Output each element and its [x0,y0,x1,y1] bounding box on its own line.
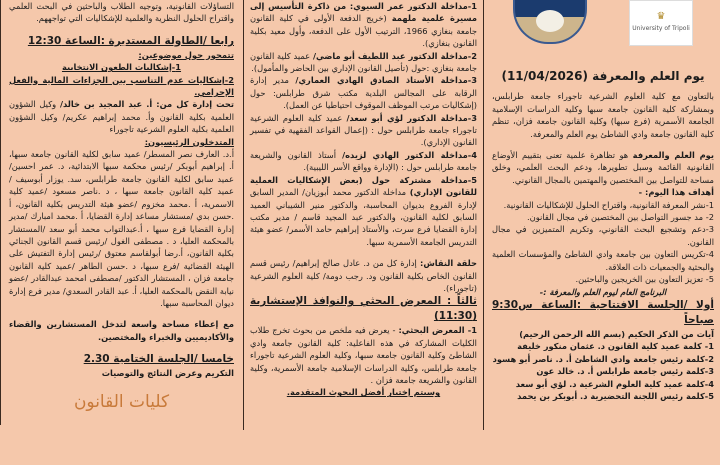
paragraph-text: وكيل الشؤون العلمية بكلية القانون وأ. محمد إبراهيم عكريم/ وكيل الشؤون العلمية بكلية العلوم الشرعية تاجوراء [9,99,234,135]
paragraph-text: أ.د. العارف نصر المسطر/ عميد سابق لكلية القانون جامعة سبها، أ. إبراهيم أبوبكر /رئيس محكمة سبها الابتدائية، د. عمر احسين/ عميد سابق لكلية القانون جامعة طرابلس، سد. يوزار أبوسيف /عميد كلية القانون جامعة سبها ، د .ناصر مسعود /عميد كلية الاسمرية، أ .محمد مخزوم /عضو هيئة التدريس بكلية القانون، أ .حسن بدي /مستشار مساعد إدارة القضايا، أ .محمد امبارك /مدير إدارة القضايا فرع سبها ، أ.عبدالتواب محمد أبو سعد /المستشار بالمحكمة العليا، د . مصطفى الغول /رئيس قسم القانون الجنائي بكلية القانون، أ.رضا أبولقاسم معتوق /رئيس إدارة التفتيش على الهيئة القضائية /فرع سبها، د .حسن الطاهر /عميد كلية القانون جامعة فزان ، المستشار الدكتور /مصطفى امحمد عبدالقادر /عضو نيابة النقض بالمحكمة العليا، أ. عبد القادر السعدي/ مدير فرع إدارة ديوان المحاسبة سبها. [9,149,234,308]
paragraph-lead: 1-مداخلة الدكتور عمر السيوي: من ذاكرة التأسيس إلى مسيرة علمية ملهمة [250,1,477,24]
paragraph-text: تتمحور حول موضوعين: [138,49,234,60]
paragraph [9,34,234,49]
paragraph [492,286,714,298]
paragraph-lead: 3-مداخلة الدكتور لؤي أبو سعد/ [346,112,478,123]
paragraph-text: وسيتم إختيار أفضل البحوث المتقدمة. [286,387,441,398]
paragraph [250,257,477,294]
paragraph-text: التكريم وعرض النتائج والتوصيات [101,368,234,379]
paragraph-text: المتدخلون الرئيسيون: [144,136,234,147]
middle-column-body [250,0,477,399]
paragraph-text: إدارة كل من د. عادل صالح إبراهيم/ رئيس قسم القانون الخاص بكلية القانون ود. رجب دومة/ كلية العلوم الشرعية (تاجوراء). [250,258,477,293]
paragraph-text: مداخلة الدكتور محمد أبوزيان/ المدير السابق لإدارة الفروع بديوان المحاسبة، والدكتور منير الشيباني العميد السابق لكلية القانون، والدكتور عبد المجيد قاسم / مدير مكتب إدارة القضايا فرع سرت، والأستاذ إبراهيم حامد الأسمر/ عضو هيئة التدريس الجامعة الأسمرية سبها. [250,187,477,247]
left-column-body [9,0,234,380]
paragraph-text: آيات من الذكر الحكيم (بسم الله الرحمن الرحيم) [519,328,714,339]
paragraph-text: التساؤلات القانونية، وتوجيه الطلاب والباحثين في البحث العلمي واقتراح الحلول النظرية والعلمية للإشكاليات التي تواجههم. [9,1,234,24]
paragraph [9,318,234,343]
paragraph [9,74,234,99]
paragraph-text: عميد كلية القانون جامعة بنغازي :حول (تأصيل القانون الإداري بين الحاضر والمأمول). [250,50,477,74]
paragraph-text: 2- مد جسور التواصل بين المختصين في مجال القانون. [526,212,714,223]
paragraph-text: خامسا /الجلسة الختامية 2.30 [83,353,234,366]
paragraph [250,50,477,75]
paragraph-lead: حلقة النقاش: [420,258,477,269]
paragraph [250,386,477,398]
page-title: يوم العلم والمعرفة (11/04/2026) [501,69,705,83]
paragraph [492,273,714,285]
paragraph [250,324,477,386]
paragraph-text: 3-دعم وتشجيع البحث القانوني، وتكريم المتميزين في مجال القانون. [492,224,714,247]
paragraph [492,248,714,273]
paragraph [9,367,234,379]
paragraph-text: 2-كلمة رئيس جامعة وادي الشاطئ أ. د. ناصر أبو هسود [492,353,714,364]
paragraph [492,223,714,248]
paragraph-text: 1-نشر المعرفة القانونية، واقتراح الحلول للإشكاليات القانونية. [503,199,714,210]
paragraph [250,112,477,149]
paragraph-text: 4-كلمة عميد كلية العلوم الشرعية د. لؤي أبو سعد [515,378,714,389]
paragraph [250,294,477,324]
right-column-body [492,90,714,402]
paragraph-text: 1-إشكاليات الطعون الانتخابية [61,62,182,73]
paragraph [492,90,714,140]
paragraph-text: (خريج الدفعة الأولى في كلية القانون جامعة بنغازي 1966، الترتيب الأول على الدفعة، وأول معيد بكلية القانون بنغازي). [250,13,477,49]
paragraph [9,352,234,367]
column-left [0,0,240,425]
paragraph [250,74,477,111]
paragraph [492,365,714,377]
university-logo: ♛ University of Tripoli [629,0,693,46]
paragraph-text: أولا /الجلسة الافتتاحية :الساعة س9:30 صباحاً [492,298,714,326]
paragraph [492,149,714,186]
paragraph [492,390,714,402]
logos [492,0,714,48]
paragraph [9,136,234,148]
paragraph-lead: تحت إدارة كل من: أ. عبد المجيد بن خالد/ [59,99,234,110]
footer-brand: كليات القانون [73,391,170,412]
paragraph-text: 3-كلمة رئيس جامعة طرابلس أ. د. خالد عون [536,366,714,377]
paragraph [9,61,234,73]
paragraph [492,340,714,352]
column-middle [243,0,484,430]
paragraph [492,378,714,390]
paragraph-lead: 2-مداخلة الدكتور عبد اللطيف أبو ماضي/ [312,50,477,61]
paragraph [492,186,714,198]
paragraph-text: رابعا /الطاولة المستديرة :الساعة 12:30 [27,34,234,47]
paragraph [9,0,234,25]
paragraph [492,328,714,340]
paragraph-lead: 3-مداخلة الأستاذ الصادق الهادي العماري/ [295,75,477,86]
paragraph-text: ثالثاً : المعرض البحثي والنوافذ الإستشارية (11:30) [250,295,477,323]
paragraph-text: مدير إدارة الرقابة على المجالس البلدية مكتب شرق طرابلس: حول (إشكاليات مرتب الموظف الموقوف احتياطيا عن العمل). [250,75,477,111]
paragraph-text: 5- تعزيز التعاون بين الخريجين والباحثين. [575,274,714,285]
paragraph [9,98,234,135]
paragraph-text: البرنامج العام ليوم العلم والمعرفة :- [539,286,667,297]
paragraph-text: أستاذ القانون والشريعة جامعة طرابلس حول : (الإدارة وواقع الأسر الليبية). [250,149,477,173]
paragraph-text: مع إعطاء مساحة واسعة لتدخل المستشارين والقضاء والأكاديميين والخبراء والمختصين. [9,319,234,342]
paragraph-text: 1- كلمة عميد كلية القانون د. عثمان منكور خليفة [517,341,714,352]
paragraph-text: 4-تكريس التعاون بين جامعة وادي الشاطئ والمؤسسات العلمية والبحثية والجمعيات ذات العلاقة. [492,249,714,272]
column-right [488,0,720,465]
paragraph-text: عميد كلية العلوم الشرعية تاجوراء جامعة طرابلس حول : (إعمال القواعد الفقهية في تفسير القانون الإداري). [250,112,477,148]
paragraph-text: 5-كلمة رئيس اللجنة التحضيرية د. أبوبكر بن يحمد [517,390,714,401]
paragraph-lead: 4-مداخلة الدكتور الهادي لزيده/ [342,149,477,160]
paragraph [9,148,234,309]
faculty-seal-logo [513,0,587,44]
paragraph-text: 2-إشكاليات عدم التناسب بين الجزاءات المالية والفعل الإجرامي. [9,74,234,98]
paragraph [492,211,714,223]
paragraph [250,0,477,50]
paragraph-text: - يعرض فيه ملخص من بحوث تخرج طلاب الكليات المشاركة في هذه الفاعلية: كلية القانون جامعة وادي الشاطئ وكلية القانون جامعة سبها، وكلية العلوم الشرعية تاجوراء جامعة طرابلس، وكلية الدراسات الإسلامية جامعة الأسمرية، وكلية القانون والشريعة جامعة فزان . [250,325,477,385]
paragraph [250,174,477,248]
paragraph-lead: 5-مداخلة مشتركة حول (بعض الإشكاليات العملية للقانون الإداري) [250,174,477,198]
paragraph-lead: 1- المعرض البحثي: [398,325,477,336]
paragraph [250,149,477,174]
paragraph-text: بالتعاون مع كلية العلوم الشرعية تاجوراء جامعة طرابلس، وبمشاركة كلية القانون جامعة سبها وكلية الدراسات الإسلامية الجامعة الأسمرية (فرع سبها) وكلية القانون جامعة فزان، تنظم كلية القانون جامعة وادي الشاطئ يوم العلم والمعرفة. [492,91,714,139]
paragraph [492,298,714,328]
paragraph [9,49,234,61]
paragraph-lead: يوم العلم والمعرفة [632,150,714,161]
paragraph-text: أهداف هذا اليوم: - [638,187,714,198]
paragraph [492,199,714,211]
paragraph-text: هو تظاهرة علمية تعنى بتقييم الأوضاع القانونية القائمة وسبل تطويرها، ودعم البحث العلمي، وخلق مساحة للتواصل بين المختصين والمهتمين بالمجال القانوني. [492,150,714,185]
paragraph [492,353,714,365]
